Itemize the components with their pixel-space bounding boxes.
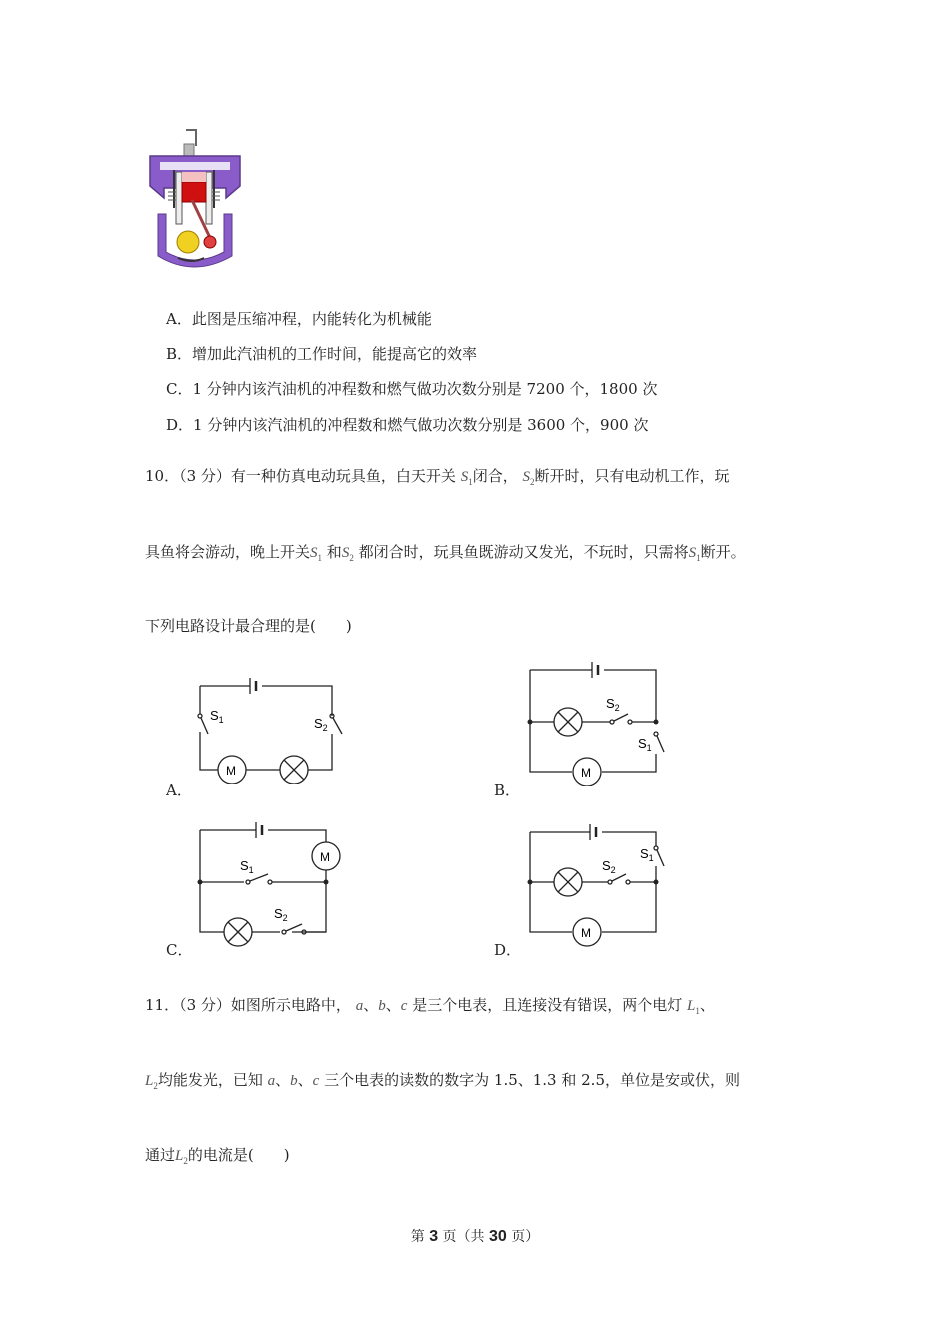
motor-label: M: [320, 850, 330, 864]
circuit-d: [522, 818, 672, 950]
symbol-s1: $S_1$: [460, 469, 473, 487]
q11-line-3: 通过$L_2$的电流是( ): [145, 1146, 290, 1166]
symbol-s2: $S_2$: [522, 469, 535, 487]
label-s1: $S_1$: [640, 846, 654, 863]
question-number: 11．: [145, 996, 180, 1014]
symbol-b: b: [378, 998, 386, 1014]
symbol-s2: $S_2$: [341, 545, 354, 563]
circuit-c: [192, 820, 352, 950]
symbol-a: a: [267, 1073, 276, 1089]
circuit-label-d: D．: [494, 941, 522, 959]
q10-line-3: 下列电路设计最合理的是( ): [145, 617, 352, 635]
label-s2: $S_2$: [274, 906, 288, 923]
motor-label: M: [581, 926, 591, 940]
answer-parenthesis: ( ): [247, 1146, 290, 1164]
symbol-a: a: [355, 998, 364, 1014]
option-b: B．增加此汽油机的工作时间，能提高它的效率: [166, 345, 478, 363]
q11-line-2: $L_2$均能发光，已知 a、b、c 三个电表的读数的数字为 1.5、1.3 和 2.5，单位是安或伏，则: [145, 1071, 740, 1091]
symbol-c: c: [312, 1073, 320, 1089]
label-s1: $S_1$: [240, 858, 254, 875]
symbol-l2: $L_2$: [145, 1073, 158, 1091]
symbol-b: b: [290, 1073, 298, 1089]
label-s2: $S_2$: [606, 696, 620, 713]
label-s2: $S_2$: [314, 716, 328, 733]
q10-line-2: 具鱼将会游动，晚上开关$S_1$ 和$S_2$ 都闭合时，玩具鱼既游动又发光，不玩时，只需将$S_1$断开。: [145, 543, 746, 563]
question-score: （3 分）: [179, 996, 231, 1014]
q11-line-1: 11．（3 分）如图所示电路中， a、b、c 是三个电表，且连接没有错误，两个电灯 $L_1$、: [145, 996, 715, 1016]
circuit-a: [192, 672, 352, 784]
symbol-s1: $S_1$: [310, 545, 323, 563]
answer-parenthesis: ( ): [310, 617, 352, 635]
symbol-l2: $L_2$: [175, 1148, 188, 1166]
symbol-l1: $L_1$: [686, 998, 700, 1016]
motor-label: M: [226, 764, 236, 778]
question-score: （3 分）: [179, 467, 231, 485]
circuit-label-c: C．: [166, 941, 193, 959]
question-number: 10．: [145, 467, 180, 485]
symbol-s1: $S_1$: [688, 545, 701, 563]
label-s2: $S_2$: [602, 858, 616, 875]
motor-label: M: [581, 766, 591, 780]
engine-diagram: [146, 128, 244, 274]
option-c: C．1 分钟内该汽油机的冲程数和燃气做功次数分别是 7200 个，1800 次: [166, 380, 658, 398]
label-s1: $S_1$: [210, 708, 224, 725]
page-number: 3: [429, 1228, 439, 1245]
q10-line-1: 10．（3 分）有一种仿真电动玩具鱼，白天开关 $S_1$闭合， $S_2$断开时，只有电动机工作，玩: [145, 467, 730, 487]
label-s1: $S_1$: [638, 736, 652, 753]
circuit-b: [522, 656, 672, 786]
circuit-label-b: B．: [494, 781, 521, 799]
page-footer: 第 3 页（共 30 页）: [410, 1228, 540, 1245]
total-pages: 30: [489, 1228, 507, 1245]
option-a: A．此图是压缩冲程，内能转化为机械能: [166, 310, 432, 328]
symbol-c: c: [400, 998, 408, 1014]
circuit-label-a: A．: [166, 781, 192, 799]
option-d: D．1 分钟内该汽油机的冲程数和燃气做功次数分别是 3600 个，900 次: [166, 416, 649, 434]
